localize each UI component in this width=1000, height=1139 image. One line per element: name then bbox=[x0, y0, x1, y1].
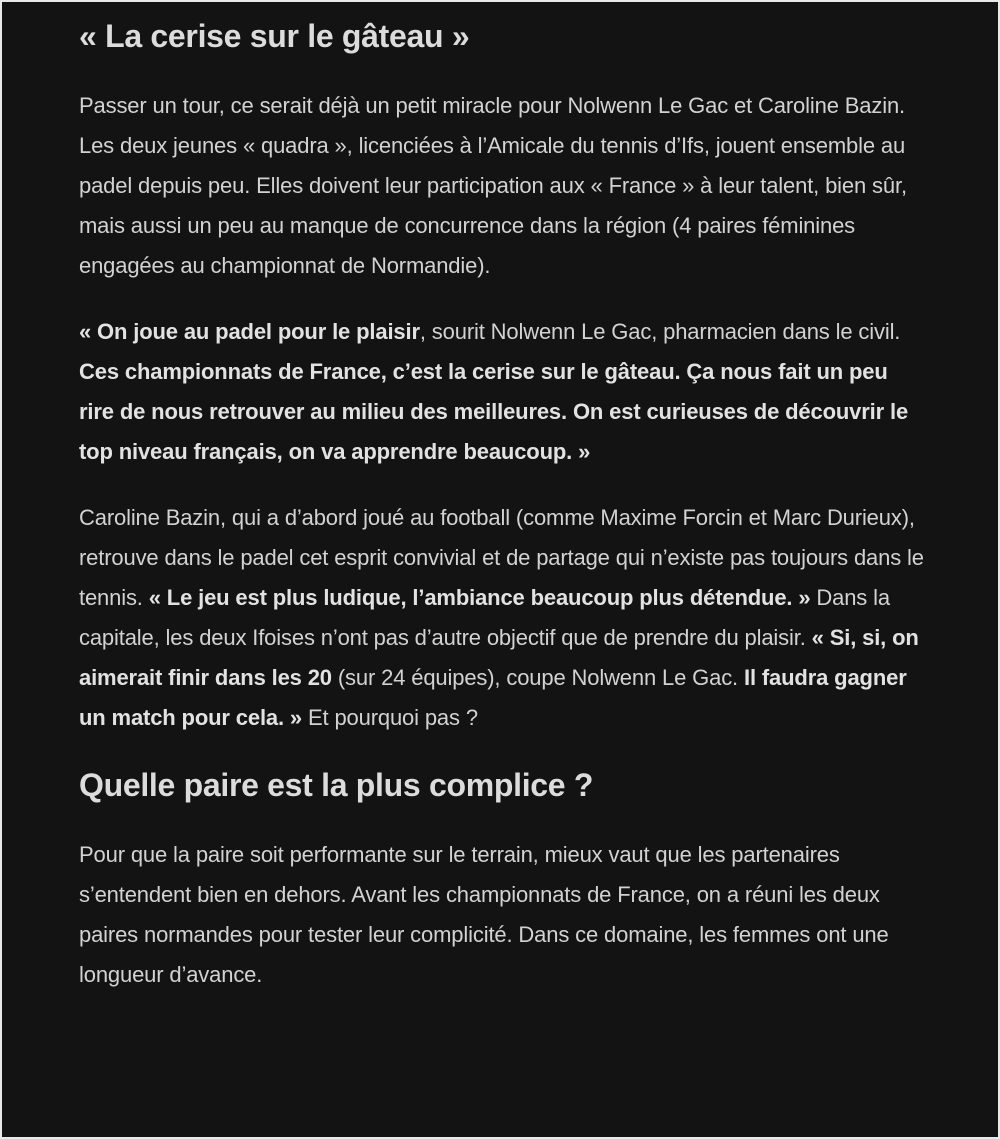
quote-cerise: Ces championnats de France, c’est la cerise sur le gâteau. Ça nous fait un peu rire de nous retrouver au milieu des meilleures. On est curieuses de découvrir le top niveau français, on va apprendre beaucoup. » bbox=[79, 359, 909, 464]
quote-objectif: « Si, si, on aimerait finir dans les 20 bbox=[79, 625, 919, 690]
article-body bbox=[79, 16, 924, 995]
paragraph-text: Dans la capitale, les deux Ifoises n’ont pas d’autre objectif que de prendre du plaisir. bbox=[79, 585, 890, 650]
paragraph-complicite: Pour que la paire soit performante sur le terrain, mieux vaut que les partenaires s’entendent bien en dehors. Avant les championnats de France, on a réuni les deux paires normandes pour tester leur complicité. Dans ce domaine, les femmes ont une longueur d’avance. bbox=[79, 842, 889, 987]
section-heading-cerise: « La cerise sur le gâteau » bbox=[79, 18, 470, 54]
section-heading-complice: Quelle paire est la plus complice ? bbox=[79, 767, 594, 803]
paragraph-text: Et pourquoi pas ? bbox=[302, 705, 478, 730]
paragraph-text: (sur 24 équipes), coupe Nolwenn Le Gac. bbox=[331, 665, 744, 690]
quote-plaisir: « On joue au padel pour le plaisir bbox=[79, 319, 420, 344]
paragraph-caroline bbox=[79, 498, 924, 738]
paragraph-text: , sourit Nolwenn Le Gac, pharmacien dans le civil. bbox=[419, 319, 901, 344]
quote-ludique: « Le jeu est plus ludique, l’ambiance beaucoup plus détendue. » bbox=[148, 585, 811, 610]
quote-match: Il faudra gagner un match pour cela. » bbox=[79, 665, 907, 730]
paragraph-quote-nolwenn bbox=[79, 312, 924, 472]
paragraph-text: Caroline Bazin, qui a d’abord joué au football (comme Maxime Forcin et Marc Durieux), retrouve dans le padel cet esprit convivial et de partage qui n’existe pas toujours dans le tennis. bbox=[79, 505, 924, 610]
paragraph-intro: Passer un tour, ce serait déjà un petit miracle pour Nolwenn Le Gac et Caroline Bazin. Les deux jeunes « quadra », licenciées à l’Amicale du tennis d’Ifs, jouent ensemble au padel depuis peu. Elles doivent leur participation aux « France » à leur talent, bien sûr, mais aussi un peu au manque de concurrence dans la région (4 paires féminines engagées au championnat de Normandie). bbox=[79, 93, 907, 278]
